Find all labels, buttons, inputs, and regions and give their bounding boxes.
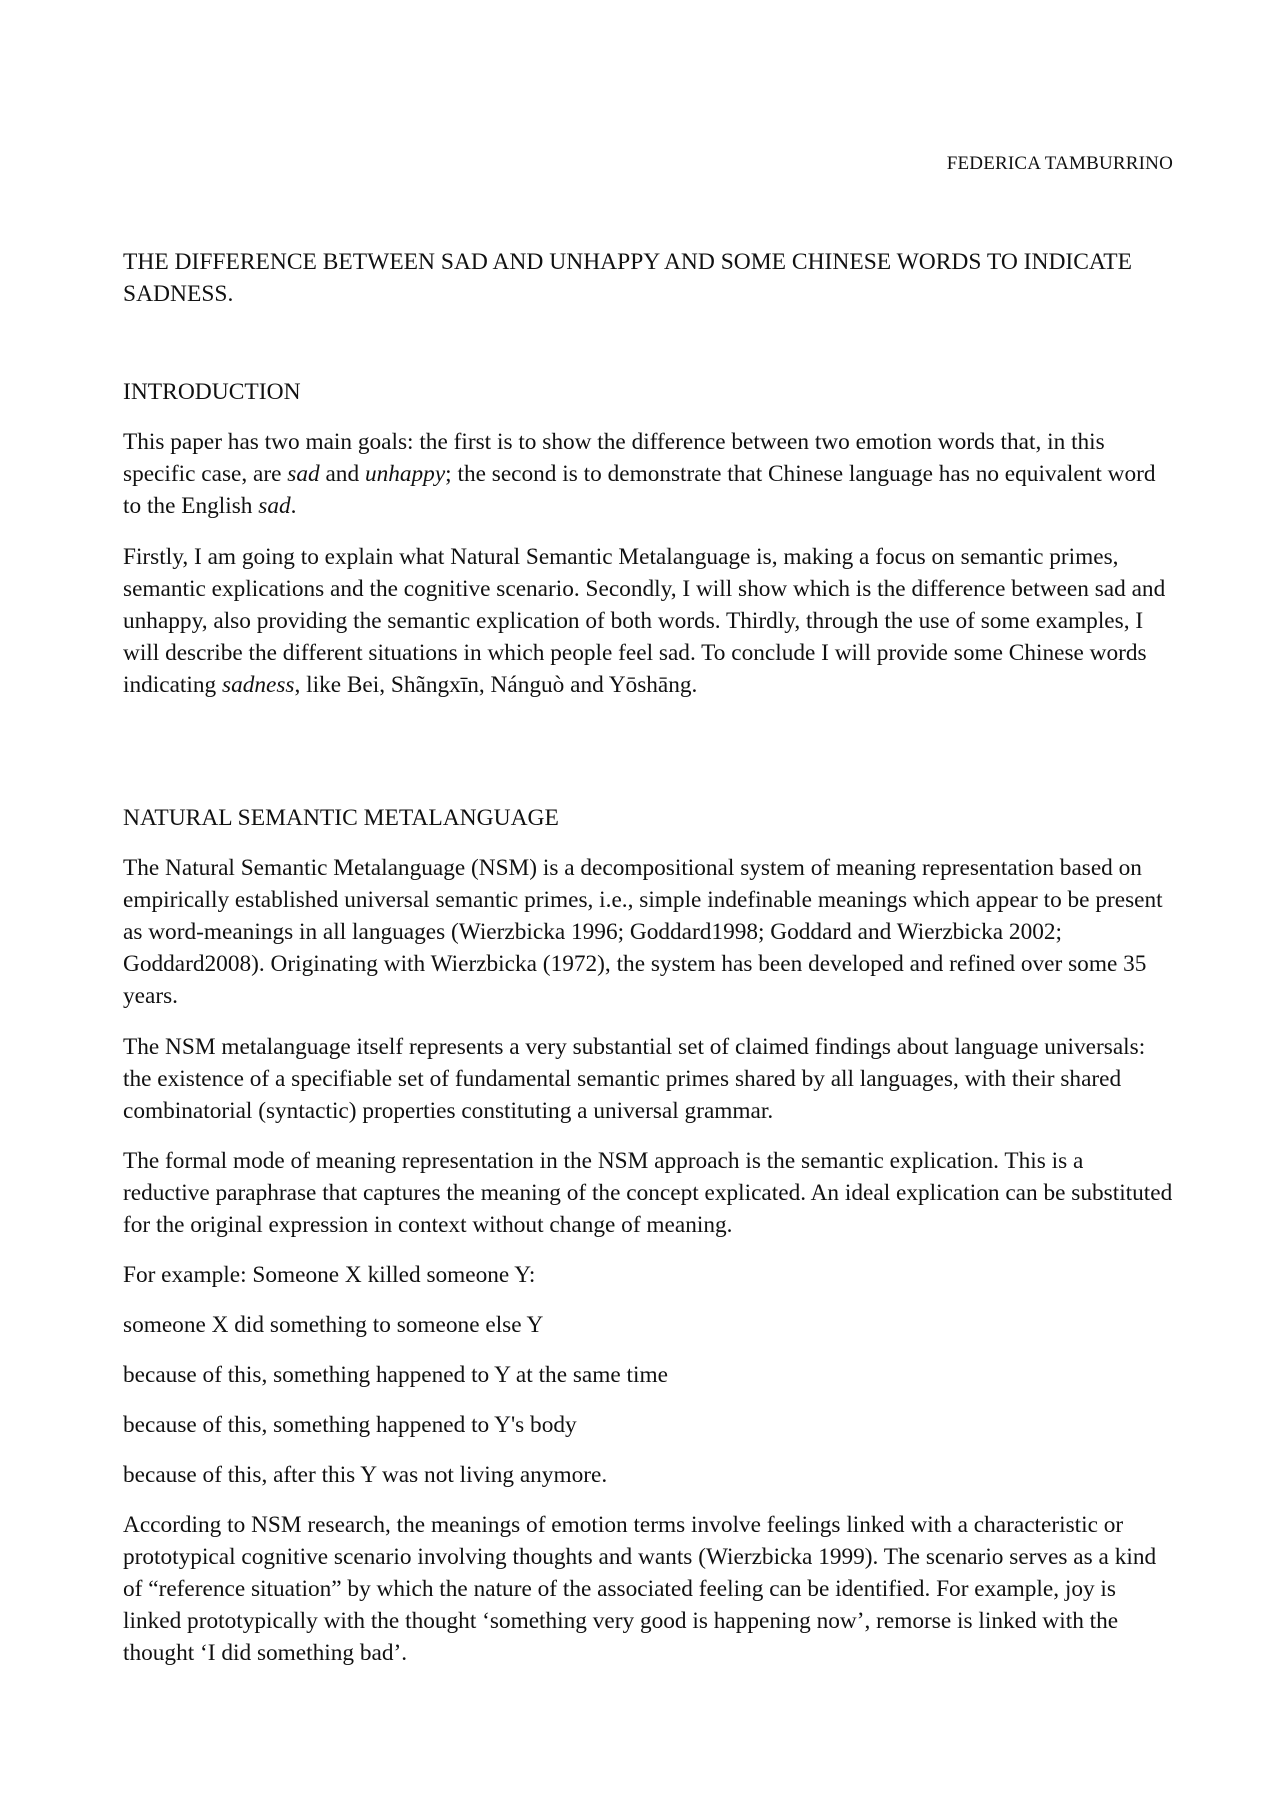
intro-p2-term-sadness: sadness (222, 672, 295, 698)
intro-paragraph-1 (123, 426, 1173, 522)
paper-title: THE DIFFERENCE BETWEEN SAD AND UNHAPPY AND SOME CHINESE WORDS TO INDICATE SADNESS. (123, 249, 1133, 307)
example-line-3: because of this, something happened to Y's body (123, 1412, 577, 1438)
intro-p2-text-a: Firstly, I am going to explain what Natural Semantic Metalanguage is, making a focus on semantic primes, semantic explications and the cognitive scenario. Secondly, I will show which is the difference between sad and unhappy, also providing the semantic explication of both words. Thirdly, through the use of some examples, I will describe the different situations in which people feel sad. To conclude I will provide some Chinese words indicating (123, 544, 1166, 698)
intro-p1-term-sad: sad (287, 461, 320, 487)
nsm-paragraph-2: The NSM metalanguage itself represents a very substantial set of claimed findings about language universals: the existence of a specifiable set of fundamental semantic primes shared by all languages, with their shared combinatorial (syntactic) properties constituting a universal grammar. (123, 1034, 1146, 1124)
introduction-heading: INTRODUCTION (123, 379, 301, 405)
intro-p1-term-unhappy: unhappy (364, 461, 446, 487)
nsm-paragraph-1: The Natural Semantic Metalanguage (NSM) is a decompositional system of meaning representation based on empirically established universal semantic primes, i.e., simple indefinable meanings which appear to be present as word-meanings in all languages (Wierzbicka 1996; Goddard1998; Goddard and Wierzbicka 2002; Goddard2008). Originating with Wierzbicka (1972), the system has been developed and refined over some 35 years. (123, 855, 1163, 1009)
intro-p1-text-c: and (319, 461, 365, 487)
example-intro: For example: Someone X killed someone Y: (123, 1262, 536, 1288)
example-line-4: because of this, after this Y was not living anymore. (123, 1462, 608, 1488)
nsm-paragraph-3: The formal mode of meaning representation in the NSM approach is the semantic explication. This is a reductive paraphrase that captures the meaning of the concept explicated. An ideal explication can be substituted for the original expression in context without change of meaning. (123, 1148, 1173, 1238)
intro-p1-text-a: This paper has two main goals: the first is to show the difference between two emotion words that, in this specific case, are (123, 429, 1105, 487)
intro-p1-text-g: . (290, 493, 297, 519)
example-line-2: because of this, something happened to Y at the same time (123, 1362, 668, 1388)
intro-p1-term-sad-2: sad (258, 493, 291, 519)
nsm-heading: NATURAL SEMANTIC METALANGUAGE (123, 805, 559, 831)
intro-paragraph-2 (123, 541, 1173, 701)
intro-p2-text-c: , like Bei, Shãngxīn, Nánguò and Yōshāng. (294, 672, 698, 698)
author-name: FEDERICA TAMBURRINO (946, 153, 1173, 174)
intro-p1-text-e: ; the second is to demonstrate that Chinese language has no equivalent word to the English (123, 461, 1156, 519)
example-line-1: someone X did something to someone else Y (123, 1312, 544, 1338)
nsm-paragraph-4: According to NSM research, the meanings of emotion terms involve feelings linked with a characteristic or prototypical cognitive scenario involving thoughts and wants (Wierzbicka 1999). The scenario serves as a kind of “reference situation” by which the nature of the associated feeling can be identified. For example, joy is linked prototypically with the thought ‘something very good is happening now’, remorse is linked with the thought ‘I did something bad’. (123, 1512, 1157, 1666)
